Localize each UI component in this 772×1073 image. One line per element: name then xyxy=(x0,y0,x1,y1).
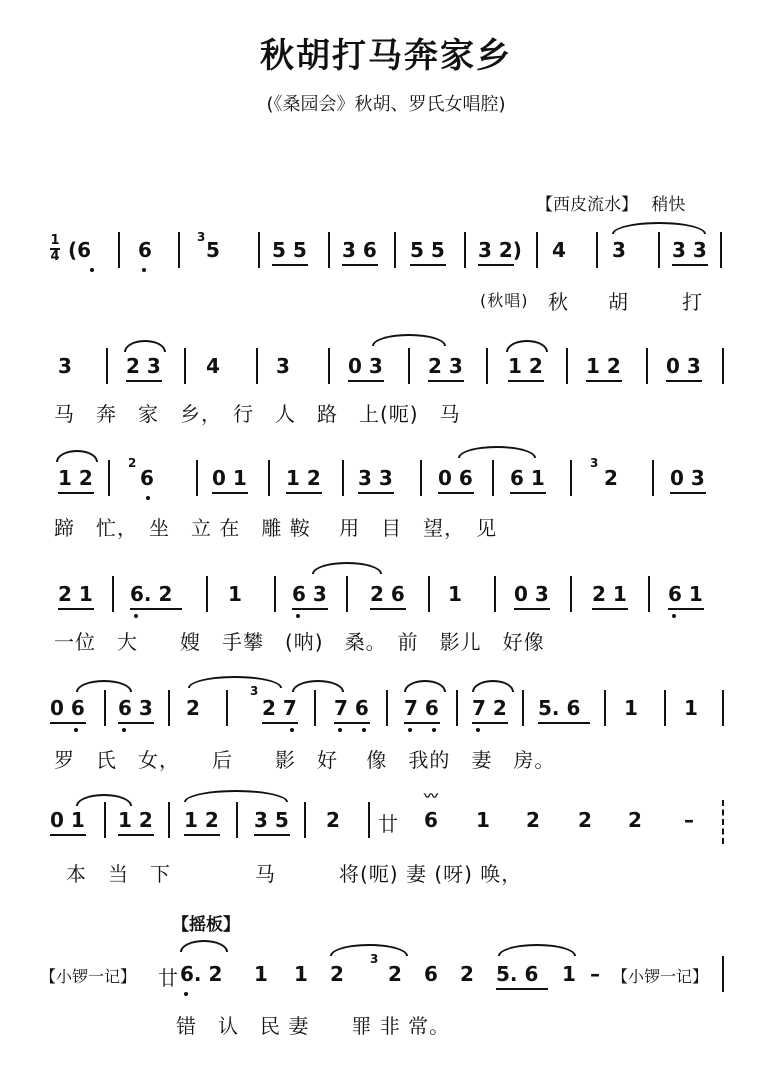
barline xyxy=(570,460,572,496)
grace-note: 3 xyxy=(197,230,206,244)
beam-line xyxy=(118,834,154,836)
beam-line xyxy=(118,722,154,724)
note-cell: 1 2 xyxy=(184,808,219,832)
note-cell: 3 3 xyxy=(672,238,707,262)
gong-cue-right: 【小锣一记】 xyxy=(612,967,709,986)
barline xyxy=(346,576,348,612)
note-cell: 6 3 xyxy=(118,696,153,720)
note-cell: 1 2 xyxy=(286,466,321,490)
grace-note: 3 xyxy=(250,684,259,698)
low-octave-dot xyxy=(408,728,412,732)
note-cell: 5 5 xyxy=(272,238,307,262)
note-cell: 7 6 xyxy=(334,696,369,720)
slur-mark xyxy=(312,562,382,574)
grace-note: 3 xyxy=(370,952,379,966)
note-cell: 1 xyxy=(562,962,576,986)
barline xyxy=(178,232,180,268)
barline xyxy=(722,690,724,726)
beam-line xyxy=(58,492,94,494)
beam-line xyxy=(586,380,622,382)
note-cell: 1 2 xyxy=(118,808,153,832)
barline xyxy=(646,348,648,384)
note-cell: 1 2 xyxy=(586,354,621,378)
note-cell: 6 1 xyxy=(510,466,545,490)
note-cell: 2 7 xyxy=(262,696,297,720)
beam-line xyxy=(286,492,322,494)
note-cell: 6 1 xyxy=(668,582,703,606)
note-cell: 6. 2 xyxy=(180,962,223,986)
barline xyxy=(494,576,496,612)
free-rhythm-mark: 廿 xyxy=(378,812,398,836)
beam-line xyxy=(130,608,182,610)
note-cell: 1 xyxy=(228,582,242,606)
barline xyxy=(368,802,370,838)
low-octave-dot xyxy=(290,728,294,732)
slur-mark xyxy=(498,944,576,956)
slur-mark xyxy=(330,944,408,956)
slur-mark xyxy=(472,680,514,692)
note-cell: 5. 6 xyxy=(496,962,539,986)
note-cell: (6 xyxy=(68,238,92,262)
note-cell: 3 3 xyxy=(358,466,393,490)
low-octave-dot xyxy=(296,614,300,618)
note-cell: 6 xyxy=(140,466,154,490)
lyric-line: 本 当 下 马 将(呃) 妻 (呀) 唤， xyxy=(66,862,523,886)
barline xyxy=(184,348,186,384)
slur-mark xyxy=(124,340,166,352)
beam-line xyxy=(262,722,298,724)
slur-mark xyxy=(372,334,446,346)
note-cell: 2 xyxy=(604,466,618,490)
slur-mark xyxy=(404,680,446,692)
beam-line xyxy=(592,608,628,610)
low-octave-dot xyxy=(184,992,188,996)
beam-line xyxy=(496,988,548,990)
beam-line xyxy=(404,722,440,724)
note-cell: 3 5 xyxy=(254,808,289,832)
note-cell: 2 xyxy=(326,808,340,832)
lyric-line: 马 奔 家 乡， 行 人 路 上(呃) 马 xyxy=(54,402,461,426)
barline xyxy=(648,576,650,612)
barline xyxy=(652,460,654,496)
dashed-barline xyxy=(722,800,724,844)
barline xyxy=(658,232,660,268)
beam-line xyxy=(670,492,706,494)
slur-mark xyxy=(506,340,548,352)
note-cell: 2 xyxy=(186,696,200,720)
note-cell: 5 5 xyxy=(410,238,445,262)
beam-line xyxy=(292,608,328,610)
lyric-word: 秋 xyxy=(548,290,569,314)
barline xyxy=(226,690,228,726)
note-cell: 1 xyxy=(294,962,308,986)
note-cell: 2 6 xyxy=(370,582,405,606)
barline xyxy=(492,460,494,496)
barline xyxy=(314,690,316,726)
low-octave-dot xyxy=(122,728,126,732)
barline xyxy=(104,690,106,726)
lyric-line: 错 认 民 妻 罪 非 常。 xyxy=(176,1014,451,1038)
note-cell: 6. 2 xyxy=(130,582,173,606)
note-cell: 6 xyxy=(138,238,152,262)
barline xyxy=(596,232,598,268)
beam-line xyxy=(410,264,446,266)
beam-line xyxy=(342,264,378,266)
beam-line xyxy=(472,722,508,724)
low-octave-dot xyxy=(672,614,676,618)
beam-line xyxy=(672,264,708,266)
slur-mark xyxy=(180,940,228,952)
time-signature: 1 4 xyxy=(50,233,60,264)
note-cell: 6 3 xyxy=(292,582,327,606)
barline xyxy=(274,576,276,612)
barline xyxy=(408,348,410,384)
note-cell: 2 1 xyxy=(592,582,627,606)
barline xyxy=(268,460,270,496)
grace-note: 3 xyxy=(590,456,599,470)
beam-line xyxy=(668,608,704,610)
low-octave-dot xyxy=(142,268,146,272)
beam-line xyxy=(666,380,702,382)
barline xyxy=(328,348,330,384)
barline xyxy=(196,460,198,496)
note-cell: 1 xyxy=(254,962,268,986)
note-cell: – xyxy=(684,808,694,832)
free-rhythm-mark: 廿 xyxy=(158,966,178,990)
low-octave-dot xyxy=(362,728,366,732)
beam-line xyxy=(58,608,94,610)
barline xyxy=(722,956,724,992)
barline xyxy=(168,802,170,838)
note-cell: 4 xyxy=(552,238,566,262)
barline xyxy=(258,232,260,268)
beam-line xyxy=(510,492,546,494)
barline xyxy=(104,802,106,838)
gong-cue-left: 【小锣一记】 xyxy=(40,967,137,986)
beam-line xyxy=(438,492,474,494)
note-cell: 3 xyxy=(276,354,290,378)
note-cell: 3 2) xyxy=(478,238,522,262)
note-cell: 2 3 xyxy=(126,354,161,378)
note-cell: 7 2 xyxy=(472,696,507,720)
note-cell: 1 xyxy=(624,696,638,720)
note-cell: 1 xyxy=(476,808,490,832)
barline xyxy=(108,460,110,496)
barline xyxy=(464,232,466,268)
barline xyxy=(106,348,108,384)
note-cell: – xyxy=(590,962,600,986)
barline xyxy=(720,232,722,268)
barline xyxy=(168,690,170,726)
note-cell: 2 1 xyxy=(58,582,93,606)
barline xyxy=(664,690,666,726)
note-cell: 1 2 xyxy=(58,466,93,490)
note-cell: 4 xyxy=(206,354,220,378)
note-cell: 5 xyxy=(206,238,220,262)
barline xyxy=(112,576,114,612)
barline xyxy=(342,460,344,496)
beam-line xyxy=(358,492,394,494)
barline xyxy=(522,690,524,726)
low-octave-dot xyxy=(146,496,150,500)
note-cell: 1 xyxy=(684,696,698,720)
beam-line xyxy=(514,608,550,610)
singer-marker: (秋唱) xyxy=(480,291,529,310)
speed-label: 稍快 xyxy=(651,195,686,215)
note-cell: 0 3 xyxy=(514,582,549,606)
note-cell: 6 xyxy=(424,962,438,986)
note-cell: 1 xyxy=(448,582,462,606)
lyric-word: 打 xyxy=(682,290,703,314)
grace-note: 2 xyxy=(128,456,137,470)
barline xyxy=(206,576,208,612)
barline xyxy=(536,232,538,268)
slur-mark xyxy=(184,790,288,802)
note-cell: 2 xyxy=(578,808,592,832)
barline xyxy=(386,690,388,726)
song-subtitle: (《桑园会》秋胡、罗氏女唱腔) xyxy=(266,94,506,115)
barline xyxy=(486,348,488,384)
beam-line xyxy=(50,722,86,724)
note-cell: 3 xyxy=(612,238,626,262)
beam-line xyxy=(254,834,290,836)
lyric-line: 罗 氏 女， 后 影 好 像 我的 妻 房。 xyxy=(54,748,556,772)
barline xyxy=(420,460,422,496)
barline xyxy=(604,690,606,726)
slur-mark xyxy=(188,676,282,688)
beam-line xyxy=(478,264,514,266)
low-octave-dot xyxy=(432,728,436,732)
barline xyxy=(256,348,258,384)
beam-line xyxy=(428,380,464,382)
beam-line xyxy=(538,722,590,724)
note-cell: 0 3 xyxy=(348,354,383,378)
note-cell: 0 1 xyxy=(212,466,247,490)
barline xyxy=(118,232,120,268)
note-cell: 3 xyxy=(58,354,72,378)
note-cell: 0 3 xyxy=(666,354,701,378)
slur-mark xyxy=(292,680,344,692)
note-cell: 7 6 xyxy=(404,696,439,720)
note-cell: 2 xyxy=(330,962,344,986)
barline xyxy=(456,690,458,726)
barline xyxy=(304,802,306,838)
note-cell: 2 xyxy=(388,962,402,986)
beam-line xyxy=(370,608,406,610)
slur-mark xyxy=(56,450,98,462)
barline xyxy=(328,232,330,268)
barline xyxy=(570,576,572,612)
note-cell: 2 3 xyxy=(428,354,463,378)
note-cell: 2 xyxy=(526,808,540,832)
tempo-marking-2: 【摇板】 xyxy=(172,915,240,935)
low-octave-dot xyxy=(90,268,94,272)
lyric-word: 胡 xyxy=(608,290,629,314)
lyric-line: 蹄 忙， 坐 立 在 雕 鞍 用 目 望， 见 xyxy=(54,516,498,540)
note-cell: 5. 6 xyxy=(538,696,581,720)
tempo-marking xyxy=(536,190,685,215)
beam-line xyxy=(50,834,86,836)
barline xyxy=(394,232,396,268)
low-octave-dot xyxy=(476,728,480,732)
beam-line xyxy=(348,380,384,382)
lyric-line: 一位 大 嫂 手攀 (呐) 桑。 前 影儿 好像 xyxy=(54,630,545,654)
tremolo-mark: 〰 xyxy=(424,789,438,805)
barline xyxy=(236,802,238,838)
beam-line xyxy=(126,380,162,382)
beam-line xyxy=(334,722,370,724)
barline xyxy=(722,348,724,384)
beam-line xyxy=(508,380,544,382)
note-cell: 0 6 xyxy=(50,696,85,720)
note-cell: 2 xyxy=(460,962,474,986)
note-cell: 0 3 xyxy=(670,466,705,490)
tempo-label: 【西皮流水】 xyxy=(536,195,638,215)
note-cell: 0 6 xyxy=(438,466,473,490)
beam-line xyxy=(272,264,308,266)
low-octave-dot xyxy=(134,614,138,618)
beam-line xyxy=(212,492,248,494)
beam-line xyxy=(184,834,220,836)
note-cell: 1 2 xyxy=(508,354,543,378)
low-octave-dot xyxy=(74,728,78,732)
slur-mark xyxy=(458,446,536,458)
barline xyxy=(428,576,430,612)
note-cell: 0 1 xyxy=(50,808,85,832)
note-cell: 6 xyxy=(424,808,438,832)
barline xyxy=(566,348,568,384)
note-cell: 3 6 xyxy=(342,238,377,262)
note-cell: 2 xyxy=(628,808,642,832)
song-title: 秋胡打马奔家乡 xyxy=(260,36,512,76)
low-octave-dot xyxy=(338,728,342,732)
